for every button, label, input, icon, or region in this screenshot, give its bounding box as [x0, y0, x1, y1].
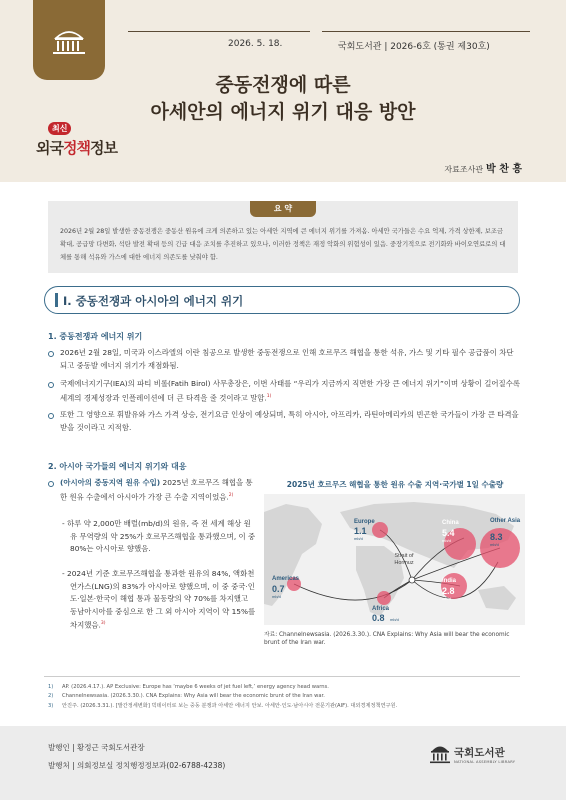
library-name: 국회도서관	[454, 747, 505, 759]
summary-label: 요 약	[250, 201, 316, 217]
report-header	[0, 0, 566, 182]
strait-label-1: Strait of	[394, 553, 414, 559]
region-value: 5.4	[442, 528, 455, 538]
region-unit: mb/d	[442, 596, 451, 601]
title-line-1: 중동전쟁에 따른	[215, 74, 351, 96]
footnote-ref-1[interactable]: 1)	[266, 393, 272, 399]
publisher: 발행인 | 황정근 국회도서관장	[48, 743, 145, 752]
footnote-number: 3)	[48, 703, 54, 709]
subsection-title-2: 2. 아시아 국가들의 에너지 위기와 대응	[48, 462, 187, 471]
footnote-3	[48, 702, 397, 709]
region-name: Europe	[354, 519, 375, 525]
footnote-text: 안진주. (2026.3.31.). [발간정세변화] 빅데이터로 보는 중동 분쟁과 아세안 에너지 안보. 아세안·인도·남아시아 전문기관(AIF). 대외경제정책연구원.	[62, 703, 398, 709]
oil-export-map	[264, 494, 525, 625]
series-part-3: 정보	[89, 139, 117, 157]
title-line-2: 아세안의 에너지 위기 대응 방안	[150, 101, 416, 123]
footnote-text: Channelnewsasia. (2026.3.30.). CNA Explains: Why Asia will bear the economic brunt of the Iran war.	[62, 693, 325, 699]
region-name: China	[442, 520, 459, 526]
circle-africa	[377, 591, 391, 605]
region-value: 0.7	[272, 584, 285, 594]
section-heading	[44, 286, 520, 314]
region-name: Americas	[272, 576, 300, 582]
paragraph-2-text: 국제에너지기구(IEA)의 파티 비롤(Fatih Birol) 사무총장은, 이번 사태를 “우리가 지금까지 직면한 가장 큰 에너지 위기”이며 상황이 길어질수록 세계의 경제성장과 인플레이션에 더 큰 타격을 줄 것이라고 말함.	[60, 379, 520, 402]
region-unit: mb/d	[390, 617, 399, 622]
footnote-ref-3[interactable]: 3)	[100, 621, 106, 626]
library-name-en: NATIONAL ASSEMBLY LIBRARY	[454, 760, 516, 764]
footnote-1	[48, 684, 329, 690]
author-role: 자료조사관	[444, 165, 484, 174]
figure-title: 2025년 호르무즈 해협을 통한 원유 수출 지역·국가별 1일 수출량	[286, 480, 504, 489]
region-value: 1.1	[354, 526, 367, 536]
footnote-text: AP. (2026.4.17.). AP Exclusive: Europe has ‘maybe 6 weeks of jet fuel left,’ energy agency head warns.	[62, 684, 329, 690]
series-part-2: 정책	[62, 139, 90, 157]
region-unit: mb/d	[354, 536, 363, 541]
bullet-icon	[48, 351, 54, 357]
detail-2-text: - 2024년 기준 호르무즈해협을 통과한 원유의 84%, 액화천연가스(LNG)의 83%가 아시아로 향했으며, 이 중 중국·인도·일본·한국이 해협 통과 물동량의 약 70%를 차지했고 동남아시아를 중심으로 한 그 외 아시아 지역이 약 15%를 차지했음.	[62, 569, 256, 630]
region-value: 8.3	[490, 532, 503, 542]
region-value: 2.8	[442, 586, 455, 596]
series-part-1: 외국	[36, 139, 63, 157]
strait-label-2: Hormuz	[394, 560, 414, 566]
library-logo	[430, 740, 530, 770]
region-unit: mb/d	[442, 538, 451, 543]
footnote-2	[48, 693, 325, 699]
summary-text: 2026년 2월 28일 발생한 중동전쟁은 중동산 원유에 크게 의존하고 있는 아세안 지역에 큰 에너지 위기를 가져옴. 아세안 국가들은 수요 억제, 가격 상한제, 보조금 확대, 공급망 다변화, 석탄 발전 확대 등의 긴급 대응 조치를 추진하고 있으나, 이러한 정책은 재정 악화의 위험성이 있음. 중장기적으로 전기화와 바이오연료로의 대체를 통해 석유와 가스에 대한 에너지 의존도를 낮춰야 함.	[60, 228, 506, 261]
paragraph-1: 2026년 2월 28일, 미국과 이스라엘의 이란 침공으로 발생한 중동전쟁으로 인해 호르무즈 해협을 통한 석유, 가스 및 기타 필수 공급품이 차단되고 중동발 에너지 위기가 재점화됨.	[60, 348, 514, 370]
region-value: 0.8	[372, 613, 385, 623]
assembly-building-icon	[50, 26, 88, 56]
footnote-ref-2[interactable]: 2)	[228, 492, 234, 498]
series-name	[36, 137, 117, 158]
report-title	[60, 72, 506, 126]
issuer: 발행처 | 의회정보실 정치행정정보과(02-6788-4238)	[48, 761, 226, 770]
national-assembly-logo	[33, 0, 105, 80]
paragraph-4-text: 2025년 호르무즈 해협을 통한 원유 수출에서 아시아가 가장 큰 수출 지역이었음.	[60, 478, 253, 501]
section-title: Ⅰ. 중동전쟁과 아시아의 에너지 위기	[63, 294, 244, 308]
figure-source: 자료: Channelnewsasia. (2026.3.30.). CNA Explains: Why Asia will bear the economic brunt of the Iran war.	[264, 632, 510, 646]
region-name: Africa	[372, 606, 390, 612]
footnote-number: 2)	[48, 693, 54, 699]
hormuz-marker	[409, 577, 415, 583]
author	[444, 160, 522, 175]
bullet-icon	[48, 481, 54, 487]
series-badge: 최신	[48, 122, 71, 135]
page-footer	[0, 726, 566, 800]
region-name: India	[442, 578, 457, 584]
section-heading-bar	[55, 293, 58, 307]
region-unit: mb/d	[272, 594, 281, 599]
header-rule-left	[128, 31, 310, 32]
header-rule-right	[322, 31, 530, 32]
detail-2	[62, 568, 256, 632]
series-logo	[36, 122, 117, 164]
detail-1: - 하루 약 2,000만 배럴(mb/d)의 원유, 즉 전 세계 해상 원유 무역량의 약 25%가 호르무즈해협을 통과했으며, 이 중 80%는 아시아로 향했음.	[62, 519, 256, 553]
publish-date: 2026. 5. 18.	[228, 39, 283, 49]
bullet-icon	[48, 413, 54, 419]
library-building-icon	[430, 743, 450, 765]
footnote-divider	[44, 676, 520, 677]
region-name: Other Asia	[490, 518, 521, 524]
footnote-number: 1)	[48, 684, 54, 690]
issue-number: 국회도서관 | 2026-6호 (통권 제30호)	[338, 42, 490, 52]
subsection-title-1: 1. 중동전쟁과 에너지 위기	[48, 332, 143, 341]
paragraph-4-highlight: (아시아의 중동지역 원유 수입)	[60, 478, 161, 487]
region-unit: mb/d	[490, 542, 499, 547]
bullet-icon	[48, 382, 54, 388]
paragraph-4	[60, 477, 256, 503]
summary-box	[48, 201, 518, 273]
paragraph-2	[60, 378, 520, 404]
paragraph-3: 또한 그 영향으로 휘발유와 가스 가격 상승, 전기요금 인상이 예상되며, 특히 아시아, 아프리카, 라틴아메리카의 빈곤한 국가들이 가장 큰 타격을 받을 것이라고 지적함.	[60, 410, 519, 432]
author-name: 박 찬 흥	[486, 164, 522, 175]
